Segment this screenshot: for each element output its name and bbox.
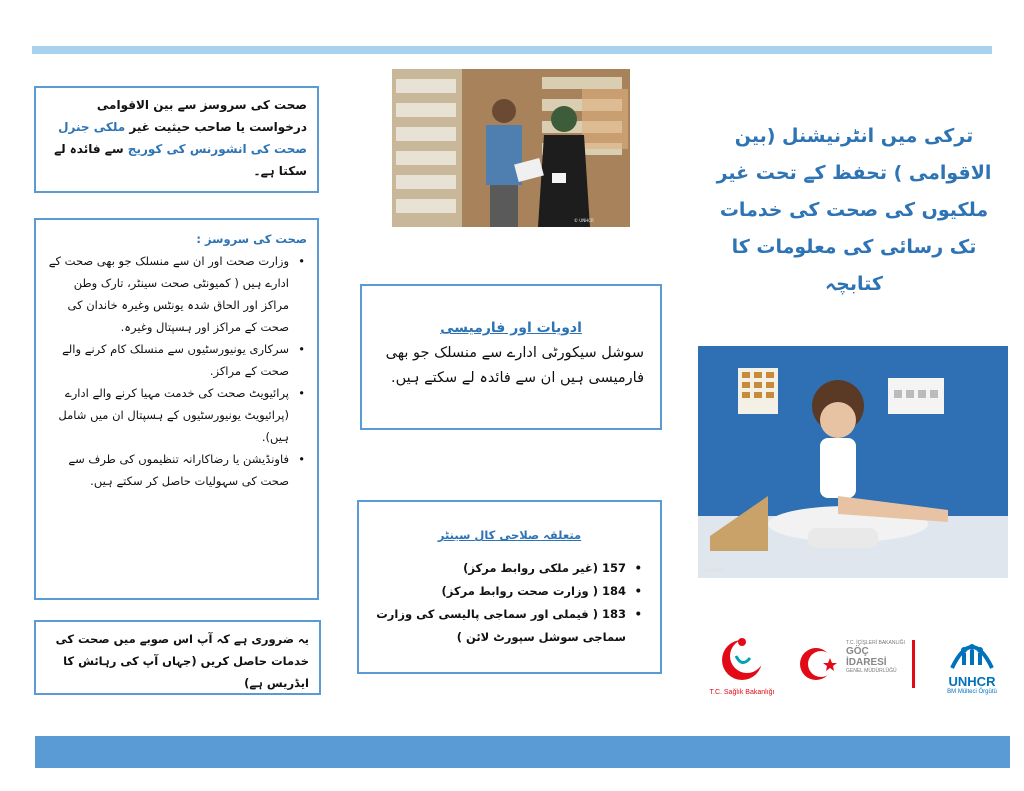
health-services-list (46, 250, 307, 492)
list-item: • فاونڈیشن یا رضاکارانہ تنظیموں کی طرف سے صحت کی سہولیات حاصل کر سکتے ہیں. (46, 448, 291, 492)
health-services-heading: صحت کی سروسز : (196, 232, 307, 246)
goc-top-label: T.C. İÇİŞLERİ BAKANLIĞI (846, 640, 905, 646)
pharmacy-heading: ادویات اور فارمیسی (440, 320, 582, 336)
ministry-of-health-label: T.C. Sağlık Bakanlığı (709, 689, 775, 696)
unhcr-sub-label: BM Mülteci Örgütü (947, 689, 997, 695)
svg-text:© UNHCR: © UNHCR (574, 218, 594, 223)
intro-text-part3: سے فائدہ لے سکتا ہے۔ (54, 142, 307, 178)
top-decorative-bar (32, 46, 992, 54)
list-item (375, 603, 626, 649)
call-label: ( وزارت صحت روابط مرکز) (441, 584, 598, 598)
crescent-icon (706, 632, 778, 684)
bottom-decorative-bar (35, 736, 1010, 768)
intro-text-highlight: ملکی جنرل صحت کی انشورنس کی کوریج (58, 120, 307, 156)
logo-divider (912, 640, 915, 688)
list-item (375, 580, 626, 603)
child-on-scale-photo (698, 346, 1008, 578)
residence-note-box (34, 620, 321, 695)
pharmacy-body: سوشل سیکورٹی ادارے سے منسلک جو بھی فارمیسی ہیں ان سے فائدہ لے سکتے ہیں. (385, 345, 644, 386)
goc-sub-label: GENEL MÜDÜRLÜĞÜ (846, 668, 897, 674)
call-number: 157 (601, 561, 626, 575)
call-label: (غیر ملکی روابط مرکز) (463, 561, 598, 575)
list-item: • سرکاری یونیورسٹیوں سے منسلک کام کرنے والے صحت کے مراکز. (46, 338, 291, 382)
list-item: • پرائیویٹ صحت کی خدمت مہیا کرنے والے ادارے (پرائیویٹ یونیورسٹیوں کے ہسپتال ان میں شامل ہیں). (46, 382, 291, 448)
residence-note-text: یہ ضروری ہے کہ آپ اس صوبے میں صحت کی خدمات حاصل کریں (جہاں آپ کی رہائش کا ایڈریس ہے) (55, 632, 309, 690)
health-services-box (34, 218, 319, 600)
list-item: • وزارت صحت اور ان سے منسلک جو بھی صحت کے ادارے ہیں ( کمیونٹی صحت سینٹر، تارک وطن مراکز اور الحاق شدہ یونٹس وغیرہ خاندان کی صحت کے مراکز اور ہسپتال وغیرہ. (46, 250, 291, 338)
call-center-box (357, 500, 662, 674)
call-number: 183 (601, 607, 626, 621)
unhcr-family-icon (936, 630, 1008, 670)
svg-text:© UNHCR: © UNHCR (704, 568, 724, 573)
call-center-heading: متعلقہ صلاحی کال سینٹر (437, 528, 582, 542)
unhcr-label: UNHCR (948, 674, 996, 689)
intro-text-part1: صحت کی سروسز سے بین الاقوامی درخواست یا صاحب حیثیت غیر (96, 98, 307, 134)
page-title: ترکی میں انٹرنیشنل (بین الاقوامی ) تحفظ کے تحت غیر ملکیوں کی صحت کی خدمات تک رسائی کی معلومات کا کتابچہ (716, 125, 992, 295)
ministry-of-health-logo (706, 632, 778, 700)
call-number: 184 (601, 584, 626, 598)
intro-box (34, 86, 319, 193)
call-center-list (375, 557, 644, 649)
goc-main-label: GÖÇ İDARESİ (846, 646, 887, 668)
pharmacy-photo (392, 69, 630, 227)
migration-administration-logo (796, 636, 918, 692)
crescent-star-icon (796, 642, 840, 686)
pharmacy-box (360, 284, 662, 430)
list-item (375, 557, 626, 580)
unhcr-logo (936, 630, 1008, 702)
call-label: ( فیملی اور سماجی پالیسی کی وزارت سماجی سوشل سپورٹ لائن ) (376, 607, 626, 644)
